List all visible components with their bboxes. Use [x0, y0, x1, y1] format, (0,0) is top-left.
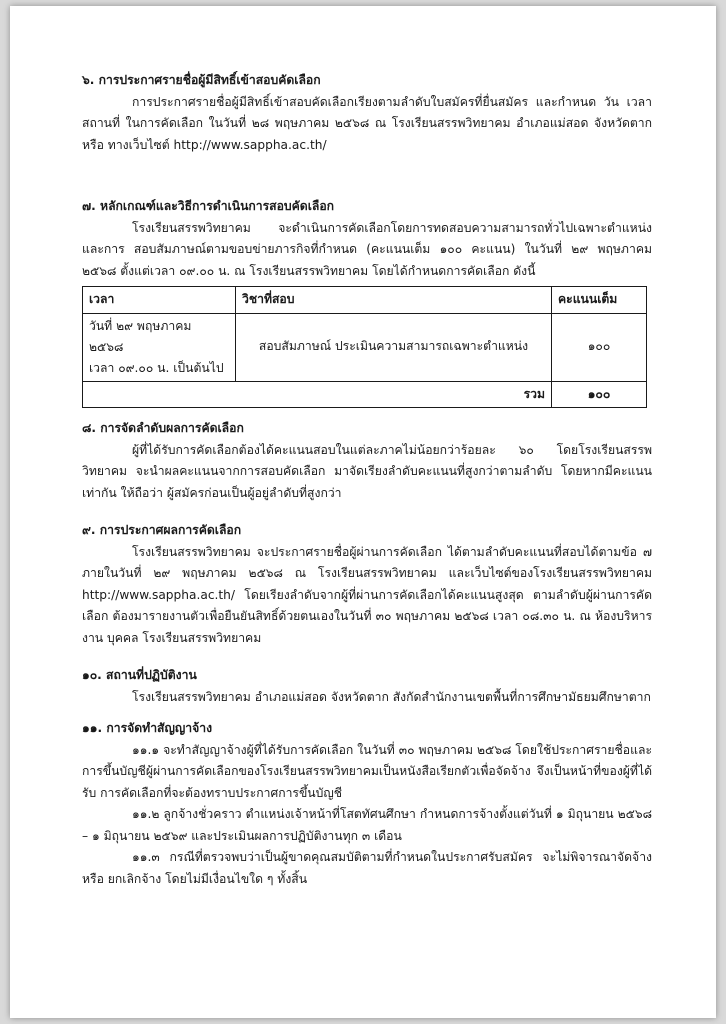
text-line: ยกเลิกจ้าง โดยไม่มีเงื่อนไขใด ๆ ทั้งสิ้น: [107, 871, 308, 886]
table-row: [83, 313, 647, 381]
section-9-title: ๙. การประกาศผลการคัดเลือก: [82, 523, 242, 537]
section-10-paragraph: [82, 687, 652, 709]
text-line: ต้องมารายงานตัวเพื่อยืนยันสิทธิ์ด้วยตนเองในวันที่ ๓๐ พฤษภาคม ๒๕๖๘ เวลา ๐๘.๓๐ น. ณ ห้องบริหารงาน: [82, 609, 652, 645]
text-line: ๑๑.๓ กรณีที่ตรวจพบว่าเป็นผู้ขาดคุณสมบัติตามที่กำหนดในประกาศรับสมัคร จะไม่พิจารณาจัดจ้างหรือ: [82, 850, 652, 886]
text-line: ๐๙.๐๐ น. ณ โรงเรียนสรรพวิทยาคม โดยได้กำหนดการคัดเลือก ดังนี้: [179, 263, 536, 278]
header-subject: วิชาที่สอบ: [236, 287, 552, 314]
section-7-paragraph: [82, 218, 652, 283]
text-line: ๑ มิถุนายน ๒๕๖๙ และประเมินผลการปฏิบัติงานทุก ๓ เดือน: [91, 828, 402, 843]
text-line: http://www.sappha.ac.th/ โดยเรียงลำดับจากผู้ที่ผ่านการคัดเลือกได้คะแนนสูงสุด ตามลำดับผู้ผ่านการคัดเลือก: [82, 587, 652, 623]
cell-subject: สอบสัมภาษณ์ ประเมินความสามารถเฉพาะตำแหน่ง: [236, 313, 552, 381]
cell-time: [83, 313, 236, 381]
document-body: [82, 70, 652, 890]
text-line: ๑๑.๒ ลูกจ้างชั่วคราว ตำแหน่งเจ้าหน้าที่โสตทัศนศึกษา กำหนดการจ้างตั้งแต่วันที่ ๑ มิถุนายน ๒๕๖๘ –: [82, 807, 652, 843]
section-8-title: ๘. การจัดลำดับผลการคัดเลือก: [82, 421, 244, 435]
total-score: ๑๐๐: [552, 381, 647, 408]
section-11-2: [82, 804, 652, 847]
section-8-paragraph: [82, 440, 652, 505]
text-line: สถานที่ ในการคัดเลือก ในวันที่ ๒๘ พฤษภาคม ๒๕๖๘ ณ โรงเรียนสรรพวิทยาคม อำเภอแม่สอด จังหวัดตาก หรือ: [82, 116, 652, 152]
section-11-title: ๑๑. การจัดทำสัญญาจ้าง: [82, 721, 213, 735]
exam-schedule-table: [82, 286, 647, 408]
total-label: รวม: [83, 381, 552, 408]
section-6-title: ๖. การประกาศรายชื่อผู้มีสิทธิ์เข้าสอบคัดเลือก: [82, 73, 321, 87]
section-11-1: [82, 740, 652, 805]
text-line: การขึ้นบัญชีผู้ผ่านการคัดเลือกของโรงเรียนสรรพวิทยาคมเป็นหนังสือเรียกตัวเพื่อจัดจ้าง จึงเป็นหน้าที่ของผู้ที่ได้รับ: [82, 764, 652, 800]
section-10-title: ๑๐. สถานที่ปฏิบัติงาน: [82, 668, 197, 682]
text-line: ผู้สมัครก่อนเป็นผู้อยู่ลำดับที่สูงกว่า: [166, 485, 342, 500]
text-line: การคัดเลือกที่จะต้องทราบประกาศการขึ้นบัญชี: [100, 785, 343, 800]
header-score: คะแนนเต็ม: [552, 287, 647, 314]
header-time: เวลา: [83, 287, 236, 314]
table-header-row: [83, 287, 647, 314]
text-line: ทางเว็บไซต์ http://www.sappha.ac.th/: [107, 137, 327, 152]
section-9-paragraph: [82, 542, 652, 650]
text-line: การประกาศรายชื่อผู้มีสิทธิ์เข้าสอบคัดเลือกเรียงตามลำดับใบสมัครที่ยื่นสมัคร และกำหนด วัน เวลา: [132, 94, 652, 109]
time-hour: เวลา ๐๙.๐๐ น. เป็นต้นไป: [89, 360, 224, 375]
text-line: โรงเรียนสรรพวิทยาคม จะดำเนินการคัดเลือกโดยการทดสอบความสามารถทั่วไปเฉพาะตำแหน่ง และการ: [82, 220, 652, 256]
text-line: จะนำผลคะแนนจากการสอบคัดเลือก มาจัดเรียงลำดับคะแนนที่สูงกว่าตามลำดับ โดยหากมีคะแนนเท่ากัน ให้ถือว่า: [82, 464, 653, 500]
section-6-paragraph: [82, 92, 652, 157]
text-line: บุคคล โรงเรียนสรรพวิทยาคม: [107, 630, 262, 645]
time-date: วันที่ ๒๙ พฤษภาคม ๒๕๖๘: [89, 318, 192, 354]
table-total-row: [83, 381, 647, 408]
text-line: โรงเรียนสรรพวิทยาคม จะประกาศรายชื่อผู้ผ่านการคัดเลือก ได้ตามลำดับคะแนนที่สอบได้ตามข้อ ๗: [132, 544, 652, 559]
document-page: [10, 6, 716, 1018]
text-line: สอบสัมภาษณ์ตามขอบข่ายภารกิจที่กำหนด (คะแนนเต็ม ๑๐๐ คะแนน) ในวันที่ ๒๙ พฤษภาคม ๒๕๖๘ ตั้งแต่เวลา: [82, 242, 653, 278]
section-11-3: [82, 847, 652, 890]
cell-score: ๑๐๐: [552, 313, 647, 381]
section-7-title: ๗. หลักเกณฑ์และวิธีการดำเนินการสอบคัดเลือก: [82, 199, 335, 213]
text-line: ๑๑.๑ จะทำสัญญาจ้างผู้ที่ได้รับการคัดเลือก ในวันที่ ๓๐ พฤษภาคม ๒๕๖๘ โดยใช้ประกาศรายชื่อและ: [132, 742, 652, 757]
text-line: ภายในวันที่ ๒๙ พฤษภาคม ๒๕๖๘ ณ โรงเรียนสรรพวิทยาคม และเว็บไซต์ของโรงเรียนสรรพวิทยาคม: [82, 566, 652, 580]
text-line: ผู้ที่ได้รับการคัดเลือกต้องได้คะแนนสอบในแต่ละภาคไม่น้อยกว่าร้อยละ ๖๐ โดยโรงเรียนสรรพวิทยาคม: [82, 442, 652, 478]
text-line: โรงเรียนสรรพวิทยาคม อำเภอแม่สอด จังหวัดตาก สังกัดสำนักงานเขตพื้นที่การศึกษามัธยมศึกษาตาก: [132, 689, 651, 704]
